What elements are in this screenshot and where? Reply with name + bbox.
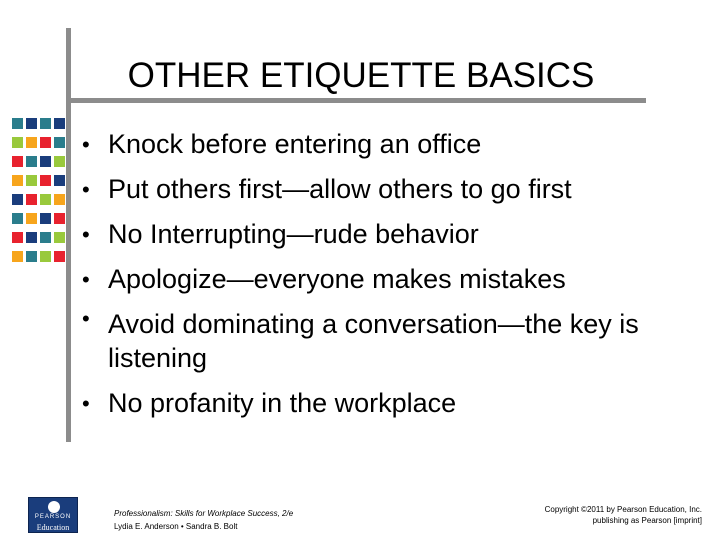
bullet-text: Knock before entering an office	[108, 129, 482, 159]
bullet-list	[82, 122, 702, 426]
bullet-item	[82, 122, 702, 167]
decorative-square	[12, 194, 23, 205]
bullet-text: Avoid dominating a conversation—the key is listening	[108, 309, 639, 373]
horizontal-rule	[66, 98, 646, 103]
decorative-square	[54, 232, 65, 243]
copyright-line-2: publishing as Pearson [imprint]	[592, 516, 702, 525]
footer-copyright	[462, 504, 702, 526]
bullet-dot: •	[82, 391, 90, 416]
bullet-text: Put others first—allow others to go first	[108, 174, 572, 204]
decorative-square	[12, 118, 23, 129]
bullet-text: No Interrupting—rude behavior	[108, 219, 479, 249]
decorative-square	[40, 232, 51, 243]
decorative-square	[54, 175, 65, 186]
decorative-square	[26, 175, 37, 186]
decorative-square	[12, 251, 23, 262]
decorative-square	[40, 118, 51, 129]
logo-bottom-text: Education	[36, 523, 70, 532]
footer-authors: Lydia E. Anderson • Sandra B. Bolt	[114, 522, 238, 531]
bullet-item	[82, 302, 702, 381]
bullet-item	[82, 167, 702, 212]
decorative-square	[26, 194, 37, 205]
decorative-square	[26, 251, 37, 262]
decorative-square	[26, 137, 37, 148]
decorative-square	[12, 137, 23, 148]
decorative-square	[54, 118, 65, 129]
bullet-item	[82, 381, 702, 426]
bullet-text: No profanity in the workplace	[108, 388, 457, 418]
decorative-square	[12, 232, 23, 243]
bullet-dot: •	[82, 222, 90, 247]
decorative-square	[54, 137, 65, 148]
pearson-seal-icon	[48, 501, 60, 513]
decorative-square	[40, 156, 51, 167]
decorative-square	[40, 213, 51, 224]
bullet-dot: •	[82, 267, 90, 292]
footer-book-title: Professionalism: Skills for Workplace Success, 2/e	[114, 509, 294, 518]
decorative-square	[54, 194, 65, 205]
decorative-squares	[12, 118, 68, 278]
decorative-square	[12, 156, 23, 167]
decorative-square	[26, 118, 37, 129]
decorative-square	[40, 251, 51, 262]
decorative-square	[12, 213, 23, 224]
bullet-dot: •	[82, 132, 90, 157]
decorative-square	[54, 213, 65, 224]
bullet-dot: •	[82, 306, 90, 331]
decorative-square	[26, 156, 37, 167]
decorative-square	[40, 175, 51, 186]
decorative-square	[40, 194, 51, 205]
footer-book-info	[114, 507, 293, 533]
copyright-line-1: Copyright ©2011 by Pearson Education, Inc.	[544, 505, 702, 514]
bullet-dot: •	[82, 177, 90, 202]
decorative-square	[26, 232, 37, 243]
decorative-square	[26, 213, 37, 224]
decorative-square	[12, 175, 23, 186]
decorative-square	[40, 137, 51, 148]
bullet-item	[82, 212, 702, 257]
slide-title: OTHER ETIQUETTE BASICS	[127, 56, 595, 95]
decorative-square	[54, 156, 65, 167]
bullet-item	[82, 257, 702, 302]
logo-top-text: PEARSON	[34, 514, 72, 520]
bullet-text: Apologize—everyone makes mistakes	[108, 264, 566, 294]
decorative-square	[54, 251, 65, 262]
pearson-logo	[28, 497, 78, 533]
